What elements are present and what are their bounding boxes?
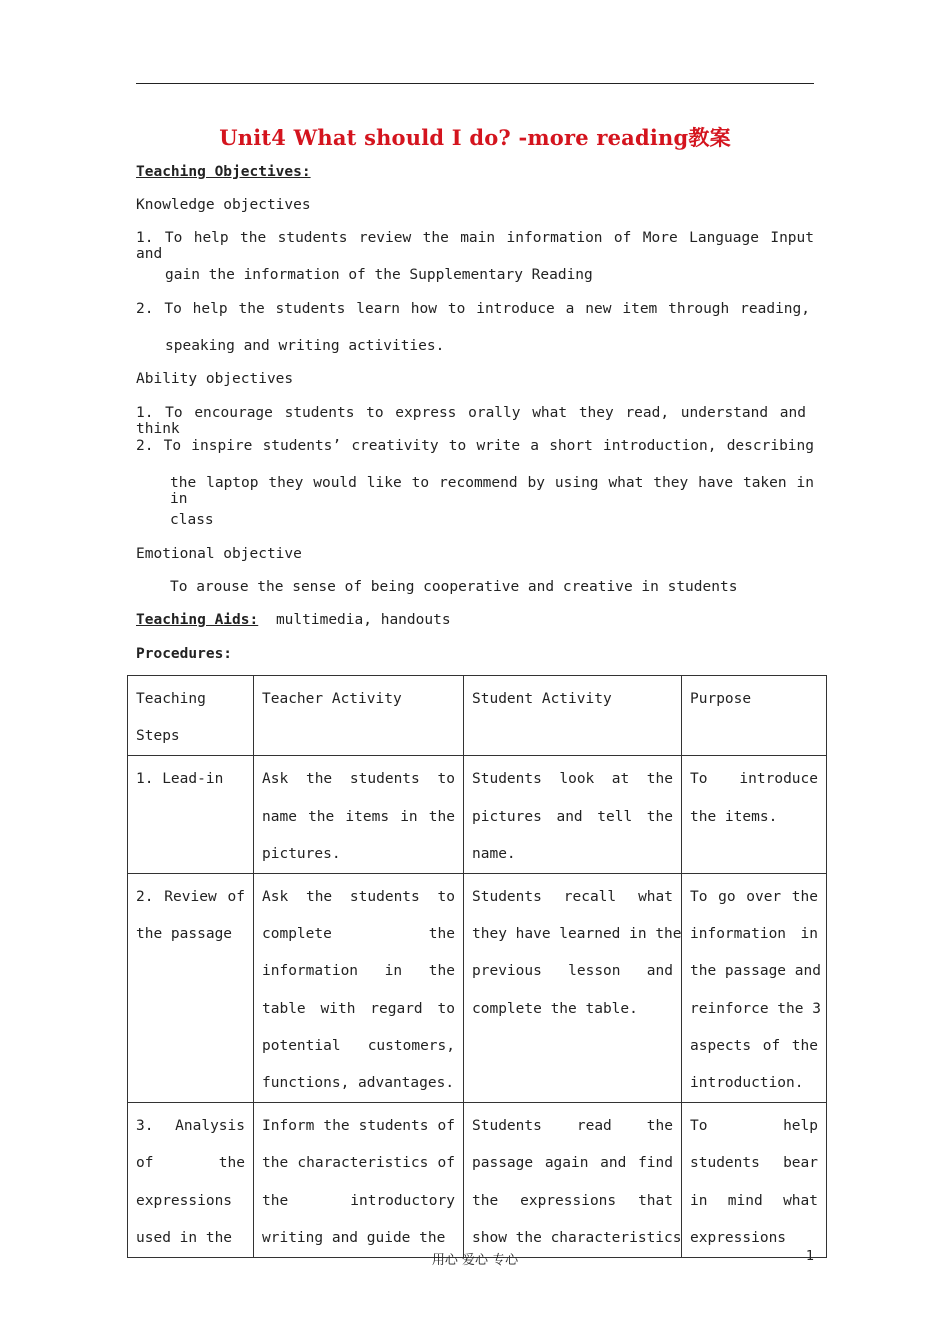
cell-student-activity: [464, 756, 682, 874]
header-cell-teacher-activity: [254, 676, 464, 756]
knowledge-heading: Knowledge objectives: [136, 197, 311, 213]
cell-text-line: expressions: [690, 1229, 787, 1246]
header-cell-purpose: [682, 676, 827, 756]
cell-text-line: functions, advantages.: [262, 1075, 455, 1092]
cell-student-activity: [464, 1103, 682, 1258]
knowledge-item-1-line-2: gain the information of the Supplementary Reading: [165, 267, 593, 283]
procedures-heading: Procedures:: [136, 646, 233, 662]
ability-item-2-line-2: the laptop they would like to recommend by using what they have taken in in: [170, 475, 814, 507]
cell-text-line: they have learned in the: [472, 926, 682, 943]
emotional-text: To arouse the sense of being cooperative and creative in students: [170, 579, 738, 595]
cell-text-line: previous lesson and: [472, 963, 673, 980]
cell-student-activity: [464, 874, 682, 1103]
cell-text-line: Steps: [136, 728, 180, 745]
cell-text-line: Ask the students to: [262, 889, 455, 906]
cell-text-line: To help: [690, 1118, 818, 1135]
cell-text-line: pictures and tell the: [472, 808, 673, 825]
cell-teacher-activity: [254, 1103, 464, 1258]
header-cell-student-activity: [464, 676, 682, 756]
cell-text-line: name the items in the: [262, 808, 455, 825]
cell-text-line: the introductory: [262, 1192, 455, 1209]
cell-text-line: writing and guide the: [262, 1229, 446, 1246]
cell-text-line: To introduce: [690, 771, 818, 788]
document-title: Unit4 What should I do? -more reading教案: [219, 125, 731, 150]
ability-heading: Ability objectives: [136, 371, 294, 387]
objectives-heading: Teaching Objectives:: [136, 164, 311, 180]
cell-text-line: Student Activity: [472, 691, 612, 707]
cell-teacher-activity: [254, 756, 464, 874]
knowledge-item-2-line-2: speaking and writing activities.: [165, 338, 445, 354]
cell-teacher-activity: [254, 874, 464, 1103]
cell-text-line: the items.: [690, 808, 778, 825]
cell-text-line: Students recall what: [472, 889, 673, 906]
cell-purpose: [682, 874, 827, 1103]
page-number: 1: [806, 1249, 815, 1264]
cell-text-line: complete the table.: [472, 1000, 638, 1017]
cell-text-line: table with regard to: [262, 1000, 455, 1017]
cell-text-line: the passage and: [690, 963, 821, 980]
cell-text-line: the expressions that: [472, 1192, 673, 1209]
cell-text-line: of the: [136, 1155, 245, 1172]
teaching-aids-line: [136, 612, 451, 628]
cell-text-line: complete the: [262, 926, 455, 943]
cell-text-line: introduction.: [690, 1075, 804, 1092]
cell-text-line: Purpose: [690, 691, 752, 707]
cell-text-line: passage again and find: [472, 1155, 673, 1172]
cell-text-line: information in the: [262, 963, 455, 980]
cell-text-line: aspects of the: [690, 1037, 818, 1054]
ability-item-2-line-3: class: [170, 512, 214, 528]
cell-text-line: reinforce the 3: [690, 1000, 821, 1017]
cell-text-line: To go over the: [690, 889, 818, 906]
table-header-row: [128, 676, 827, 756]
cell-text-line: 3. Analysis: [136, 1118, 245, 1135]
cell-step: [128, 1103, 254, 1258]
cell-step: [128, 874, 254, 1103]
table-row: [128, 1103, 827, 1258]
cell-purpose: [682, 1103, 827, 1258]
cell-text-line: 2. Review of: [136, 889, 245, 906]
emotional-heading: Emotional objective: [136, 546, 302, 562]
ability-item-1-line-1: 1. To encourage students to express orally what they read, understand and think: [136, 405, 806, 437]
cell-text-line: Ask the students to: [262, 771, 455, 788]
aids-heading: Teaching Aids:: [136, 612, 259, 628]
cell-text-line: pictures.: [262, 845, 341, 862]
knowledge-item-2-line-1: 2. To help the students learn how to introduce a new item through reading,: [136, 301, 810, 317]
cell-text-line: the characteristics of: [262, 1155, 455, 1172]
cell-text-line: students bear: [690, 1155, 818, 1172]
table-row: [128, 756, 827, 874]
page-footer: 用心 爱心 专心: [431, 1253, 519, 1268]
aids-text: multimedia, handouts: [275, 612, 451, 628]
cell-text-line: the passage: [136, 926, 233, 943]
cell-text-line: show the characteristics: [472, 1229, 682, 1246]
cell-text-line: Students look at the: [472, 771, 673, 788]
knowledge-item-1-line-1: 1. To help the students review the main information of More Language Input and: [136, 230, 814, 262]
cell-purpose: [682, 756, 827, 874]
cell-text-line: 1. Lead-in: [136, 771, 224, 788]
procedures-table: [127, 675, 827, 1258]
cell-text-line: name.: [472, 845, 516, 862]
header-cell-step: [128, 676, 254, 756]
cell-text-line: Teacher Activity: [262, 691, 402, 707]
header-rule: [136, 83, 814, 84]
ability-item-2-line-1: 2. To inspire students’ creativity to write a short introduction, describing: [136, 438, 814, 454]
cell-text-line: expressions: [136, 1192, 233, 1209]
cell-step: [128, 756, 254, 874]
cell-text-line: information in: [690, 926, 818, 943]
cell-text-line: used in the: [136, 1229, 233, 1246]
table-row: [128, 874, 827, 1103]
cell-text-line: Inform the students of: [262, 1118, 455, 1135]
cell-text-line: in mind what: [690, 1192, 818, 1209]
cell-text-line: Teaching: [136, 691, 206, 707]
cell-text-line: Students read the: [472, 1118, 673, 1135]
cell-text-line: potential customers,: [262, 1037, 455, 1054]
